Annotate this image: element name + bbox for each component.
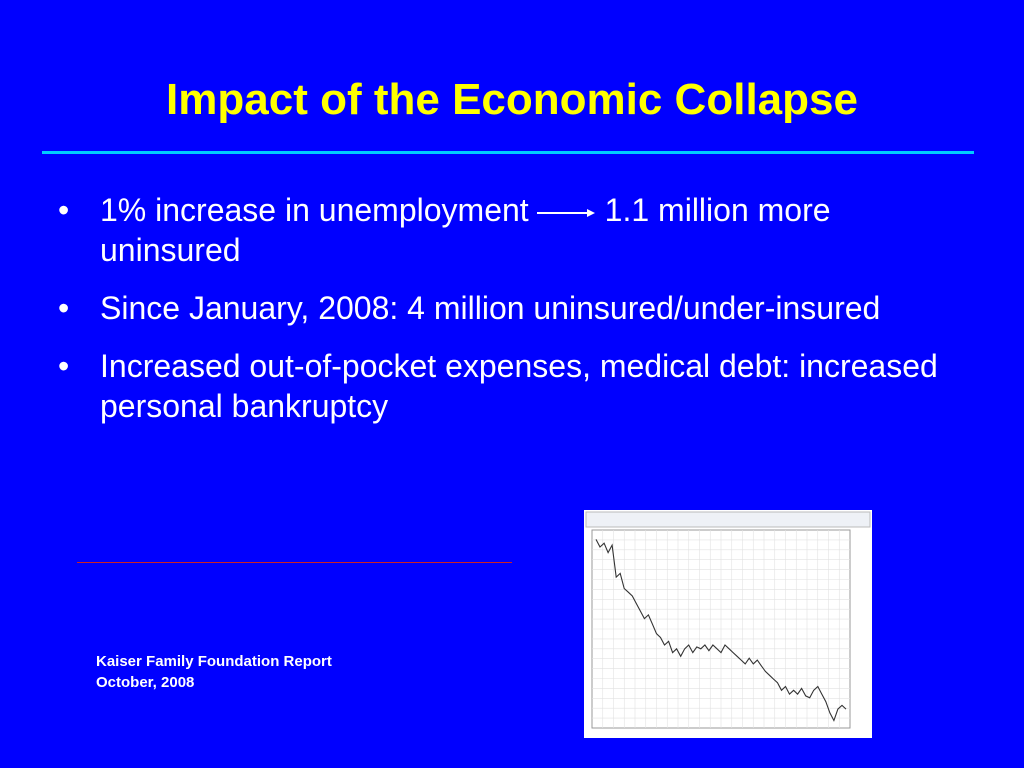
bullet-item-bankruptcy <box>58 346 978 426</box>
bullet-dot: • <box>58 192 70 228</box>
bullet-text: Since January, 2008: 4 million uninsured/under-insured <box>100 290 881 326</box>
bullet-text-after-arrow: 1.1 million more uninsured <box>100 192 831 268</box>
title-underline <box>42 151 974 154</box>
bullet-item-uninsured <box>58 288 978 328</box>
right-arrow-icon <box>535 203 595 223</box>
bullet-list <box>58 190 978 444</box>
bullet-item-unemployment <box>58 190 978 270</box>
footnote-divider <box>77 562 512 563</box>
bullet-text-before-arrow: 1% increase in unemployment <box>100 192 529 228</box>
source-line-1: Kaiser Family Foundation Report <box>96 653 332 670</box>
slide-title: Impact of the Economic Collapse <box>166 75 858 124</box>
chart-header-bar <box>586 512 870 527</box>
source-line-2: October, 2008 <box>96 674 195 691</box>
chart-svg <box>584 510 872 738</box>
source-citation <box>96 651 332 693</box>
bullet-text: Increased out-of-pocket expenses, medical debt: increased personal bankruptcy <box>100 348 938 424</box>
bullet-dot: • <box>58 348 70 384</box>
bullet-dot: • <box>58 290 70 326</box>
stock-chart <box>584 510 872 738</box>
